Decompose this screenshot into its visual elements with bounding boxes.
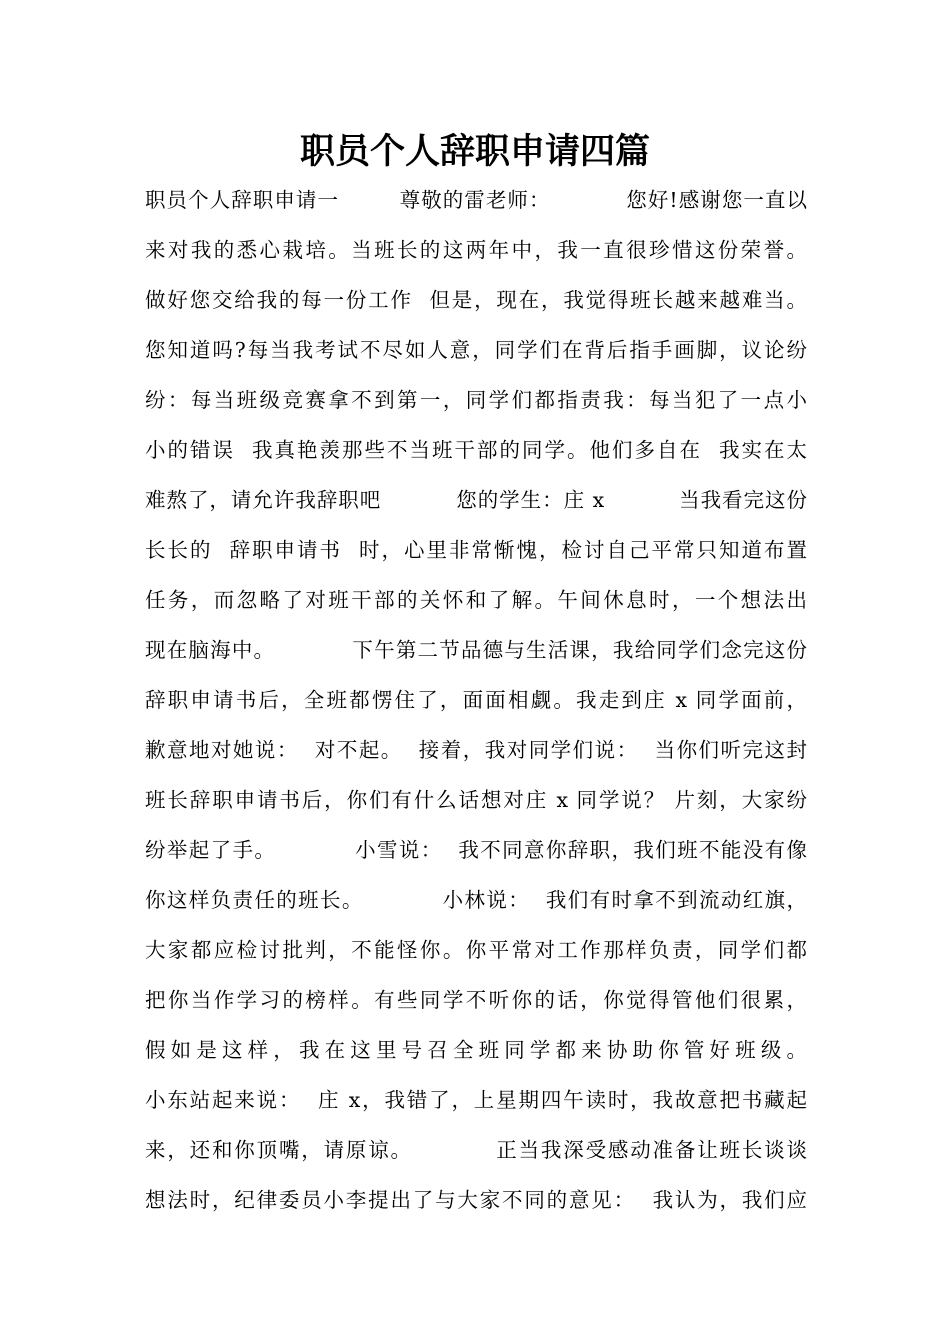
body-line: 假如是这样，我在这里号召全班同学都来协助你管好班级。 <box>145 1038 807 1062</box>
body-line: 小东站起来说： 庄 x，我错了，上星期四午读时，我故意把书藏起 <box>145 1088 807 1112</box>
body-line: 纷：每当班级竞赛拿不到第一，同学们都指责我：每当犯了一点小 <box>145 388 807 412</box>
document-title: 职员个人辞职申请四篇 <box>299 132 650 172</box>
body-line: 难熬了，请允许我辞职吧 您的学生：庄 x 当我看完这份 <box>145 488 807 512</box>
body-line: 来对我的悉心栽培。当班长的这两年中，我一直很珍惜这份荣誉。 <box>145 238 807 262</box>
body-line: 纷举起了手。 小雪说： 我不同意你辞职，我们班不能没有像 <box>145 838 807 862</box>
body-line: 你这样负责任的班长。 小林说： 我们有时拿不到流动红旗， <box>145 888 807 912</box>
body-line: 长长的 辞职申请书 时，心里非常惭愧，检讨自己平常只知道布置 <box>145 538 807 562</box>
body-line: 把你当作学习的榜样。有些同学不听你的话，你觉得管他们很累， <box>145 988 807 1012</box>
body-line: 您知道吗?每当我考试不尽如人意，同学们在背后指手画脚，议论纷 <box>145 338 807 362</box>
body-line: 班长辞职申请书后，你们有什么话想对庄 x 同学说？ 片刻，大家纷 <box>145 788 807 812</box>
body-line: 做好您交给我的每一份工作 但是，现在，我觉得班长越来越难当。 <box>145 288 807 312</box>
body-line: 现在脑海中。 下午第二节品德与生活课，我给同学们念完这份 <box>145 638 807 662</box>
body-line: 职员个人辞职申请一 尊敬的雷老师： 您好!感谢您一直以 <box>145 188 807 212</box>
body-line: 歉意地对她说： 对不起。 接着，我对同学们说： 当你们听完这封 <box>145 738 807 762</box>
body-line: 大家都应检讨批判，不能怪你。你平常对工作那样负责，同学们都 <box>145 938 807 962</box>
body-line: 任务，而忽略了对班干部的关怀和了解。午间休息时，一个想法出 <box>145 588 807 612</box>
body-line: 小的错误 我真艳羡那些不当班干部的同学。他们多自在 我实在太 <box>145 438 807 462</box>
body-line: 来，还和你顶嘴，请原谅。 正当我深受感动准备让班长谈谈 <box>145 1138 807 1162</box>
document-body <box>145 175 807 1225</box>
body-line: 想法时，纪律委员小李提出了与大家不同的意见： 我认为，我们应 <box>145 1188 807 1212</box>
body-line: 辞职申请书后，全班都愣住了，面面相觑。我走到庄 x 同学面前， <box>145 688 807 712</box>
